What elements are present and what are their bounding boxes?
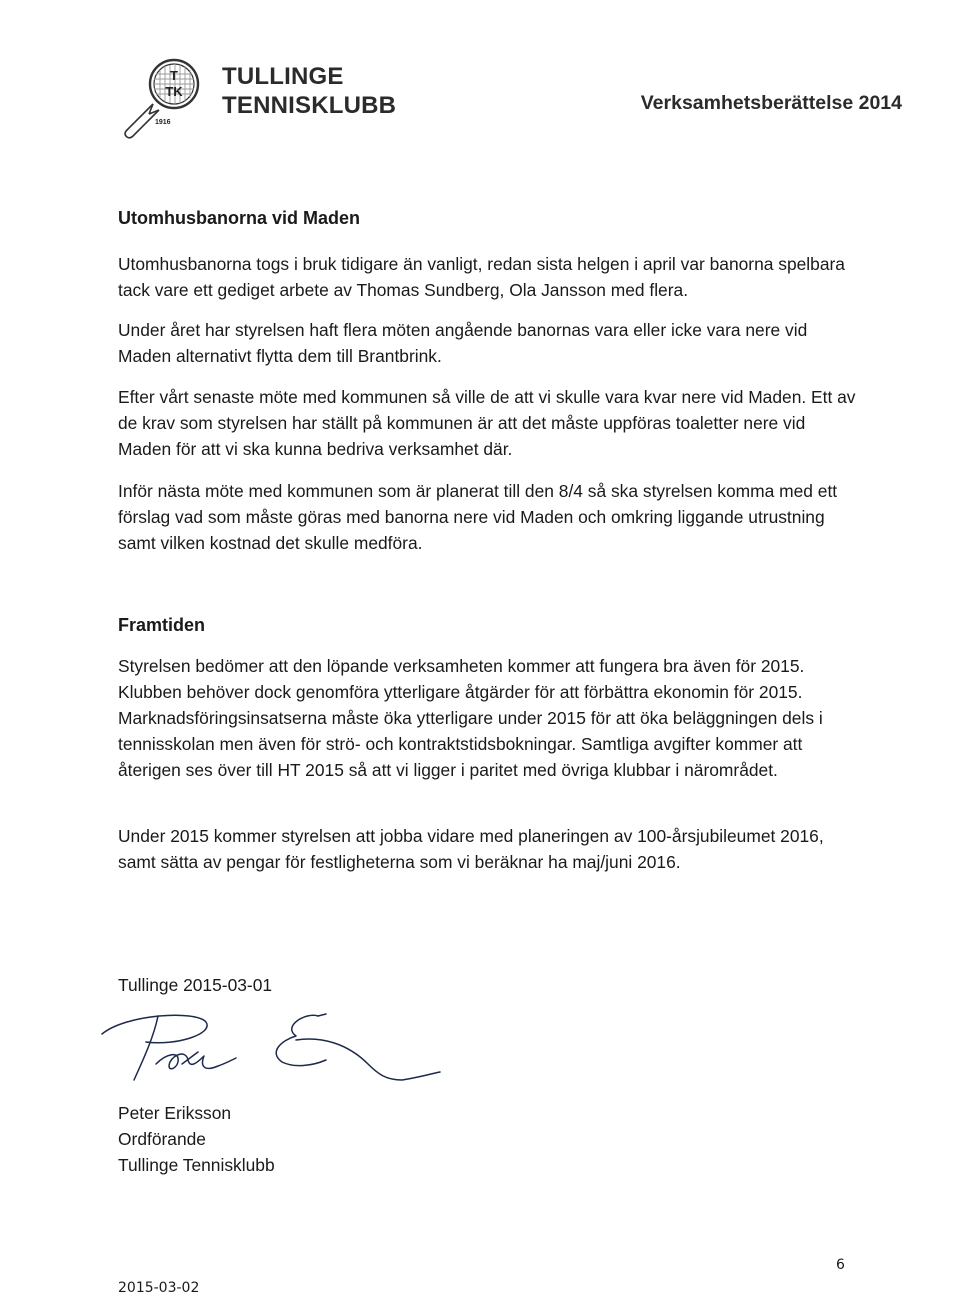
paragraph: Inför nästa möte med kommunen som är planerat till den 8/4 så ska styrelsen komma med ett förslag vad som måste göras med banorna nere vid Maden och omkring liggande utrustning samt vilken kostnad det skulle medföra. [118, 481, 838, 553]
club-name [222, 62, 396, 120]
paragraph: Under 2015 kommer styrelsen att jobba vidare med planeringen av 100-årsjubileumet 2016, samt sätta av pengar för festligheterna som vi beräknar ha maj/juni 2016. [118, 826, 824, 872]
signature-place-date: Tullinge 2015-03-01 [118, 975, 273, 995]
paragraph: Under året har styrelsen haft flera möten angående banornas vara eller icke vara nere vid Maden alternativt flytta dem till Brantbrink. [118, 320, 808, 366]
report-title: Verksamhetsberättelse 2014 [640, 92, 902, 114]
logo-monogram-top: T [170, 68, 178, 83]
paragraph: Utomhusbanorna togs i bruk tidigare än vanligt, redan sista helgen i april var banorna spelbara tack vare ett gediget arbete av Thomas Sundberg, Ola Jansson med flera. [118, 254, 845, 300]
signer-info [118, 1100, 275, 1178]
signer-name: Peter Eriksson [118, 1103, 232, 1123]
document-date: 2015-03-02 [118, 1280, 200, 1296]
handwritten-signature-icon [86, 1006, 456, 1094]
club-name-line2: TENNISKLUBB [222, 92, 397, 119]
tennis-racket-logo-icon [113, 52, 205, 142]
logo-monogram-bottom: TK [165, 84, 183, 99]
logo-year: 1916 [155, 119, 171, 126]
signer-organization: Tullinge Tennisklubb [118, 1155, 275, 1175]
paragraph: Efter vårt senaste möte med kommunen så ville de att vi skulle vara kvar nere vid Maden. Ett av de krav som styrelsen har ställt på kommunen är att det måste uppföras toaletter nere vid Maden för att vi ska kunna bedriva verksamhet där. [118, 387, 856, 459]
page-number: 6 [836, 1257, 845, 1273]
section-heading-framtiden: Framtiden [118, 615, 206, 635]
signer-role: Ordförande [118, 1129, 206, 1149]
section-heading-utomhusbanorna: Utomhusbanorna vid Maden [118, 208, 361, 228]
paragraph: Styrelsen bedömer att den löpande verksamheten kommer att fungera bra även för 2015. Klubben behöver dock genomföra ytterligare åtgärder för att förbättra ekonomin för 2015. Marknadsföringsinsatserna måste öka ytterligare under 2015 för att öka beläggningen dels i tennisskolan men även för strö- och kontraktstidsbokningar. Samtliga avgifter kommer att återigen ses över till HT 2015 så att vi ligger i paritet med övriga klubbar i närområdet. [118, 656, 823, 780]
club-name-line1: TULLINGE [222, 63, 344, 90]
club-logo [113, 52, 205, 142]
